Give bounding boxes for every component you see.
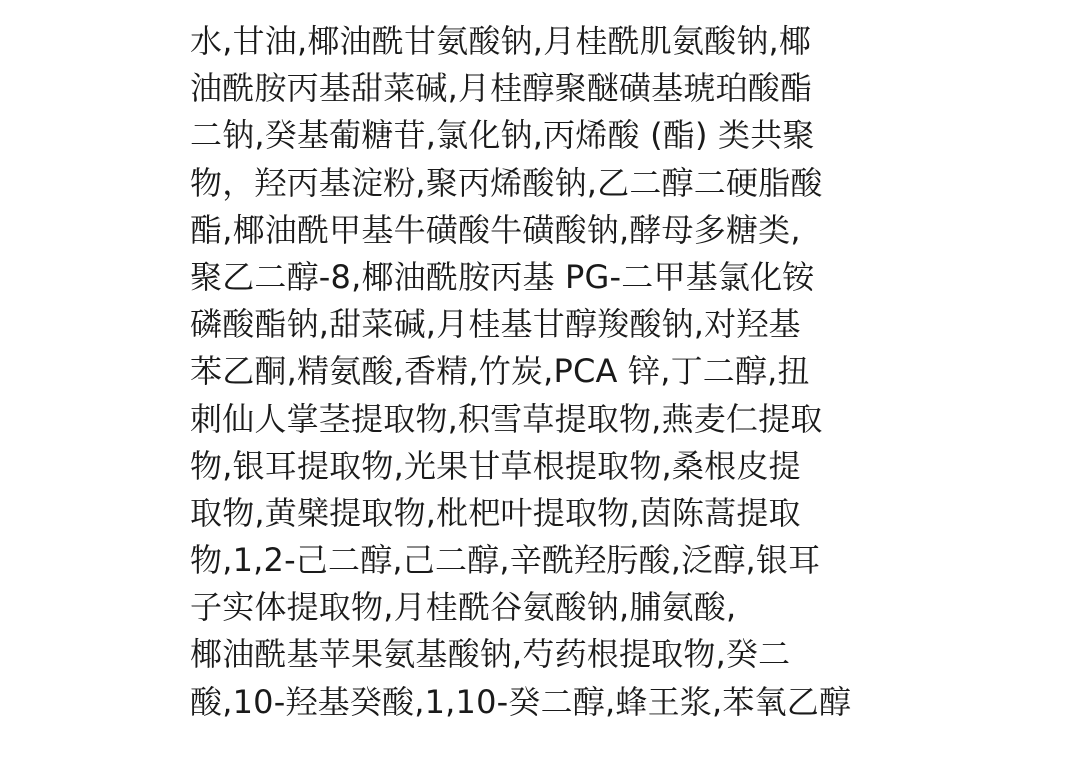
ingredient-line-7: 磷酸酯钠,甜菜碱,月桂基甘醇羧酸钠,对羟基 [190,305,801,344]
ingredient-line-13: 子实体提取物,月桂酰谷氨酸钠,脯氨酸, [190,588,737,627]
ingredient-line-10: 物,银耳提取物,光果甘草根提取物,桑根皮提 [190,446,801,485]
ingredient-line-5: 酯,椰油酰甲基牛磺酸牛磺酸钠,酵母多糖类, [190,210,801,249]
ingredient-line-8: 苯乙酮,精氨酸,香精,竹炭,PCA 锌,丁二醇,扭 [190,352,810,391]
ingredient-line-6: 聚乙二醇-8,椰油酰胺丙基 PG-二甲基氯化铵 [190,257,815,296]
ingredient-line-4: 物，羟丙基淀粉,聚丙烯酸钠,乙二醇二硬脂酸 [190,163,823,202]
ingredient-line-1: 水,甘油,椰油酰甘氨酸钠,月桂酰肌氨酸钠,椰 [190,22,812,60]
ingredient-line-2: 油酰胺丙基甜菜碱,月桂醇聚醚磺基琥珀酸酯 [190,69,813,108]
ingredient-list [190,18,890,726]
ingredient-line-11: 取物,黄檗提取物,枇杷叶提取物,茵陈蒿提取 [190,493,801,532]
ingredient-line-12: 物,1,2-己二醇,己二醇,辛酰羟肟酸,泛醇,银耳 [190,541,821,580]
ingredient-line-3: 二钠,癸基葡糖苷,氯化钠,丙烯酸 (酯) 类共聚 [190,116,815,155]
ingredient-line-9: 刺仙人掌茎提取物,积雪草提取物,燕麦仁提取 [190,399,823,438]
ingredient-line-14: 椰油酰基苹果氨基酸钠,芍药根提取物,癸二 [190,635,791,674]
ingredient-line-15: 酸,10-羟基癸酸,1,10-癸二醇,蜂王浆,苯氧乙醇 [190,682,852,721]
